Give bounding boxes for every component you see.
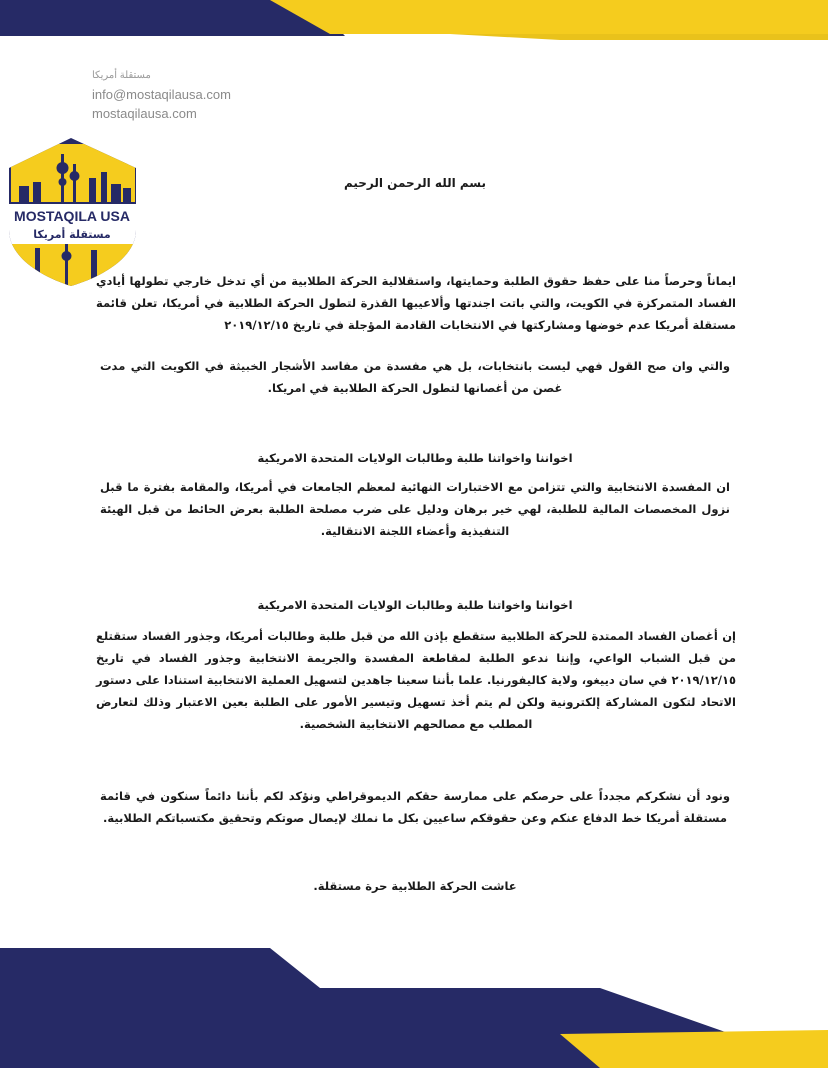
section-heading-1: اخواننا واخواتنا طلبة وطالبات الولايات المتحدة الامريكية — [257, 451, 573, 465]
section-heading-2: اخواننا واخواتنا طلبة وطالبات الولايات المتحدة الامريكية — [257, 598, 573, 612]
bottom-footer-band — [0, 948, 828, 1068]
letterhead-contact — [92, 66, 231, 123]
gold-stripe-top-tail — [450, 34, 828, 40]
basmala: بسم الله الرحمن الرحيم — [343, 176, 487, 190]
gold-stripe-top — [270, 0, 828, 34]
mostaqila-usa-logo — [5, 138, 140, 288]
paragraph-2: والتي وان صح القول فهي ليست بانتخابات، بل هي مفسدة من مفاسد الأشجار الخبيثة في الكويت التي مدت غصن من أغصانها لتطول الحركة الطلابية في امريكا. — [100, 359, 730, 395]
letterhead-email: info@mostaqilausa.com — [92, 87, 231, 102]
paragraph-4: إن أغصان الفساد الممتدة للحركة الطلابية ستقطع بإذن الله من قبل طلبة وطالبات أمريكا، وجذور الفساد ستقتلع من قبل الشباب الواعي، وإننا ندعو الطلبة لمقاطعة المفسدة والجريمة الانتخابية وجذور الفساد في تاريخ ٢٠١٩/١٢/١٥ في سان دييغو، ولاية كاليفورنيا. علما بأننا سعينا جاهدين لتسهيل العملية الانتخابية استنادا على دستور الاتحاد لتكون المشاركة إلكترونية ولكن لم يتم أخذ تسهيل وتيسير الأمور على الطلبة بعين الاعتبار وذلك لتعارض المطلب مع مصالحهم الانتخابية الشخصية. — [96, 629, 736, 731]
gold-stripe-bottom — [560, 1030, 828, 1068]
paragraph-1: ايماناً وحرصاً منا على حفظ حقوق الطلبة وحمايتها، واستقلالية الحركة الطلابية من أي تدخل خارجي تطولها أيادي الفساد المتمركزة في الكويت، والتي باتت اجندتها وألاعيبها القذرة لتطول الحركة الطلابية في أمريكا، تعلن قائمة مستقلة أمريكا عدم خوضها ومشاركتها في الانتخابات القادمة المؤجلة في تاريخ ٢٠١٩/١٢/١٥ — [96, 274, 736, 332]
navy-stripe-bottom — [0, 948, 420, 1068]
paragraph-3: ان المفسدة الانتخابية والتي تتزامن مع الاختبارات النهائية لمعظم الجامعات في أمريكا، والمقامة بفترة ما قبل نزول المخصصات المالية للطلبة، لهي خير برهان ودليل على ضرب مصلحة الطلبة بعرض الحائط من قبل الهيئة التنفيذية وأعضاء اللجنة الانتقالية. — [100, 480, 730, 538]
navy-stripe-top — [0, 0, 345, 36]
top-header-band — [0, 0, 828, 60]
paragraph-5: ونود أن نشكركم مجدداً على حرصكم على ممارسة حقكم الديموقراطي ونؤكد لكم بأننا دائماً سنكون في قائمة مستقلة أمريكا خط الدفاع عنكم وعن حقوقكم ساعيين بكل ما نملك لإيصال صوتكم وتحقيق مكتسباتكم الطلابية. — [100, 789, 730, 825]
logo-title-ar: مستقلة أمريكا — [33, 228, 111, 241]
logo-title-en: MOSTAQILA USA — [14, 208, 130, 224]
letterhead-website: mostaqilausa.com — [92, 106, 197, 121]
closing-line: عاشت الحركة الطلابية حرة مستقلة. — [313, 879, 517, 893]
navy-stripe-bottom-wide — [0, 988, 828, 1068]
letterhead-org-name: مستقلة أمريكا — [92, 70, 151, 81]
